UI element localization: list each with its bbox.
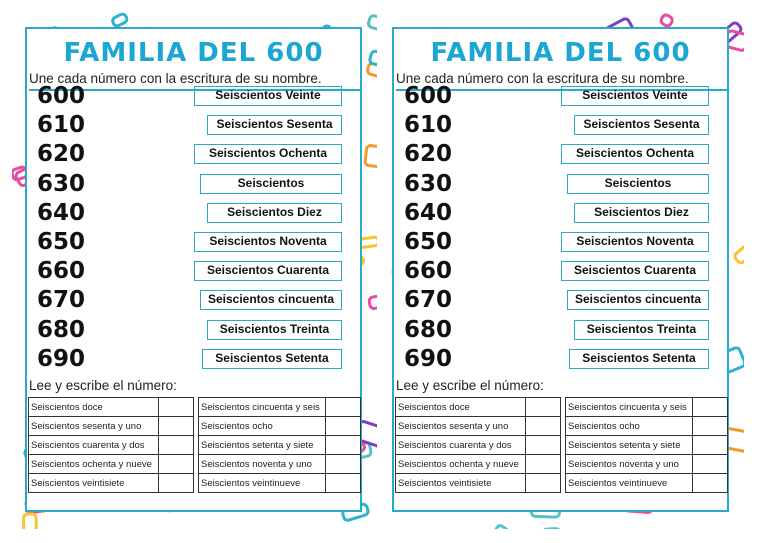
answer-cell[interactable] bbox=[159, 455, 194, 474]
number-name-box[interactable]: Seiscientos bbox=[200, 174, 342, 194]
number-name-box[interactable]: Seiscientos Setenta bbox=[202, 349, 342, 369]
number-label: 680 bbox=[404, 316, 453, 343]
number-name-box[interactable]: Seiscientos cincuenta bbox=[200, 290, 342, 310]
answer-cell[interactable] bbox=[526, 417, 561, 436]
decor-shape bbox=[733, 237, 744, 265]
read-write-table-left bbox=[395, 397, 561, 493]
answer-cell[interactable] bbox=[526, 398, 561, 417]
answer-cell[interactable] bbox=[526, 436, 561, 455]
number-name-box[interactable]: Seiscientos Treinta bbox=[574, 320, 709, 340]
number-words-cell: Seiscientos veintisiete bbox=[396, 474, 526, 493]
number-label: 640 bbox=[404, 199, 453, 226]
answer-cell[interactable] bbox=[693, 398, 728, 417]
answer-cell[interactable] bbox=[693, 436, 728, 455]
table-row bbox=[29, 398, 194, 417]
answer-cell[interactable] bbox=[526, 455, 561, 474]
decor-shape bbox=[543, 528, 560, 529]
decor-shape bbox=[489, 524, 515, 529]
worksheet-title: FAMILIA DEL 600 bbox=[63, 38, 324, 68]
answer-cell[interactable] bbox=[159, 474, 194, 493]
number-name-box[interactable]: Seiscientos Setenta bbox=[569, 349, 709, 369]
number-name-box[interactable]: Seiscientos Ochenta bbox=[561, 144, 709, 164]
table-row bbox=[29, 417, 194, 436]
number-words-cell: Seiscientos ocho bbox=[199, 417, 326, 436]
number-words-cell: Seiscientos veintinueve bbox=[199, 474, 326, 493]
number-label: 670 bbox=[37, 287, 86, 314]
table-row bbox=[29, 455, 194, 474]
table-row bbox=[396, 455, 561, 474]
number-label: 680 bbox=[37, 316, 86, 343]
table-row bbox=[566, 398, 728, 417]
answer-cell[interactable] bbox=[526, 474, 561, 493]
read-write-table-right bbox=[565, 397, 728, 493]
decor-shape bbox=[367, 15, 377, 32]
answer-cell[interactable] bbox=[159, 417, 194, 436]
worksheet-card bbox=[25, 27, 362, 512]
number-label: 650 bbox=[37, 229, 86, 255]
table-row bbox=[199, 398, 361, 417]
number-name-box[interactable]: Seiscientos Sesenta bbox=[207, 115, 342, 135]
number-name-box[interactable]: Seiscientos cincuenta bbox=[567, 290, 709, 310]
number-words-cell: Seiscientos cuarenta y dos bbox=[29, 436, 159, 455]
answer-cell[interactable] bbox=[693, 474, 728, 493]
number-label: 670 bbox=[404, 287, 453, 314]
number-words-cell: Seiscientos setenta y siete bbox=[199, 436, 326, 455]
number-words-cell: Seiscientos sesenta y uno bbox=[396, 417, 526, 436]
number-words-cell: Seiscientos veintinueve bbox=[566, 474, 693, 493]
number-label: 630 bbox=[37, 170, 86, 197]
number-name-box[interactable]: Seiscientos bbox=[567, 174, 709, 194]
number-words-cell: Seiscientos veintisiete bbox=[29, 474, 159, 493]
number-label: 630 bbox=[404, 170, 453, 197]
instruction-text: Une cada número con la escritura de su nombre. bbox=[29, 71, 362, 91]
number-words-cell: Seiscientos ochenta y nueve bbox=[396, 455, 526, 474]
number-words-cell: Seiscientos doce bbox=[396, 398, 526, 417]
answer-cell[interactable] bbox=[326, 436, 361, 455]
number-label: 620 bbox=[37, 141, 86, 168]
answer-cell[interactable] bbox=[693, 455, 728, 474]
number-label: 610 bbox=[37, 112, 86, 139]
number-name-box[interactable]: Seiscientos Diez bbox=[207, 203, 342, 223]
decor-shape bbox=[660, 14, 674, 28]
number-label: 620 bbox=[404, 141, 453, 168]
answer-cell[interactable] bbox=[159, 398, 194, 417]
worksheet-right bbox=[379, 12, 744, 529]
number-words-cell: Seiscientos setenta y siete bbox=[566, 436, 693, 455]
worksheet-left bbox=[12, 12, 377, 529]
number-label: 640 bbox=[37, 199, 86, 226]
number-label: 600 bbox=[37, 83, 86, 109]
table-row bbox=[29, 436, 194, 455]
decor-shape bbox=[365, 145, 377, 167]
table-row bbox=[199, 474, 361, 493]
number-words-cell: Seiscientos ocho bbox=[566, 417, 693, 436]
read-write-label: Lee y escribe el número: bbox=[396, 378, 544, 393]
answer-cell[interactable] bbox=[159, 436, 194, 455]
number-name-box[interactable]: Seiscientos Noventa bbox=[194, 232, 342, 252]
number-name-box[interactable]: Seiscientos Treinta bbox=[207, 320, 342, 340]
instruction-text: Une cada número con la escritura de su nombre. bbox=[396, 71, 729, 91]
number-name-box[interactable]: Seiscientos Ochenta bbox=[194, 144, 342, 164]
number-name-box[interactable]: Seiscientos Veinte bbox=[194, 86, 342, 106]
read-write-label: Lee y escribe el número: bbox=[29, 378, 177, 393]
table-row bbox=[29, 474, 194, 493]
answer-cell[interactable] bbox=[326, 455, 361, 474]
number-label: 660 bbox=[404, 258, 453, 285]
number-words-cell: Seiscientos noventa y uno bbox=[566, 455, 693, 474]
read-write-table-left bbox=[28, 397, 194, 493]
decor-shape bbox=[111, 13, 128, 27]
number-label: 690 bbox=[37, 345, 86, 372]
number-words-cell: Seiscientos cincuenta y seis bbox=[199, 398, 326, 417]
number-name-box[interactable]: Seiscientos Cuarenta bbox=[561, 261, 709, 281]
number-words-cell: Seiscientos noventa y uno bbox=[199, 455, 326, 474]
table-row bbox=[199, 455, 361, 474]
number-words-cell: Seiscientos cincuenta y seis bbox=[566, 398, 693, 417]
number-label: 610 bbox=[404, 112, 453, 139]
number-name-box[interactable]: Seiscientos Noventa bbox=[561, 232, 709, 252]
decor-shape bbox=[369, 296, 377, 310]
table-row bbox=[199, 417, 361, 436]
table-row bbox=[566, 474, 728, 493]
table-row bbox=[396, 398, 561, 417]
number-words-cell: Seiscientos doce bbox=[29, 398, 159, 417]
read-write-table-right bbox=[198, 397, 361, 493]
number-label: 650 bbox=[404, 229, 453, 255]
number-name-box[interactable]: Seiscientos Sesenta bbox=[574, 115, 709, 135]
number-words-cell: Seiscientos ochenta y nueve bbox=[29, 455, 159, 474]
number-label: 660 bbox=[37, 258, 86, 285]
number-name-box[interactable]: Seiscientos Cuarenta bbox=[194, 261, 342, 281]
answer-cell[interactable] bbox=[326, 474, 361, 493]
table-row bbox=[396, 436, 561, 455]
worksheet-card bbox=[392, 27, 729, 512]
table-row bbox=[566, 417, 728, 436]
answer-cell[interactable] bbox=[326, 398, 361, 417]
table-row bbox=[396, 474, 561, 493]
worksheet-title: FAMILIA DEL 600 bbox=[430, 38, 691, 68]
answer-cell[interactable] bbox=[326, 417, 361, 436]
number-words-cell: Seiscientos cuarenta y dos bbox=[396, 436, 526, 455]
table-row bbox=[396, 417, 561, 436]
table-row bbox=[566, 455, 728, 474]
decor-shape bbox=[23, 514, 36, 529]
number-label: 690 bbox=[404, 345, 453, 372]
number-name-box[interactable]: Seiscientos Veinte bbox=[561, 86, 709, 106]
answer-cell[interactable] bbox=[693, 417, 728, 436]
number-label: 600 bbox=[404, 83, 453, 109]
number-words-cell: Seiscientos sesenta y uno bbox=[29, 417, 159, 436]
table-row bbox=[199, 436, 361, 455]
table-row bbox=[566, 436, 728, 455]
number-name-box[interactable]: Seiscientos Diez bbox=[574, 203, 709, 223]
